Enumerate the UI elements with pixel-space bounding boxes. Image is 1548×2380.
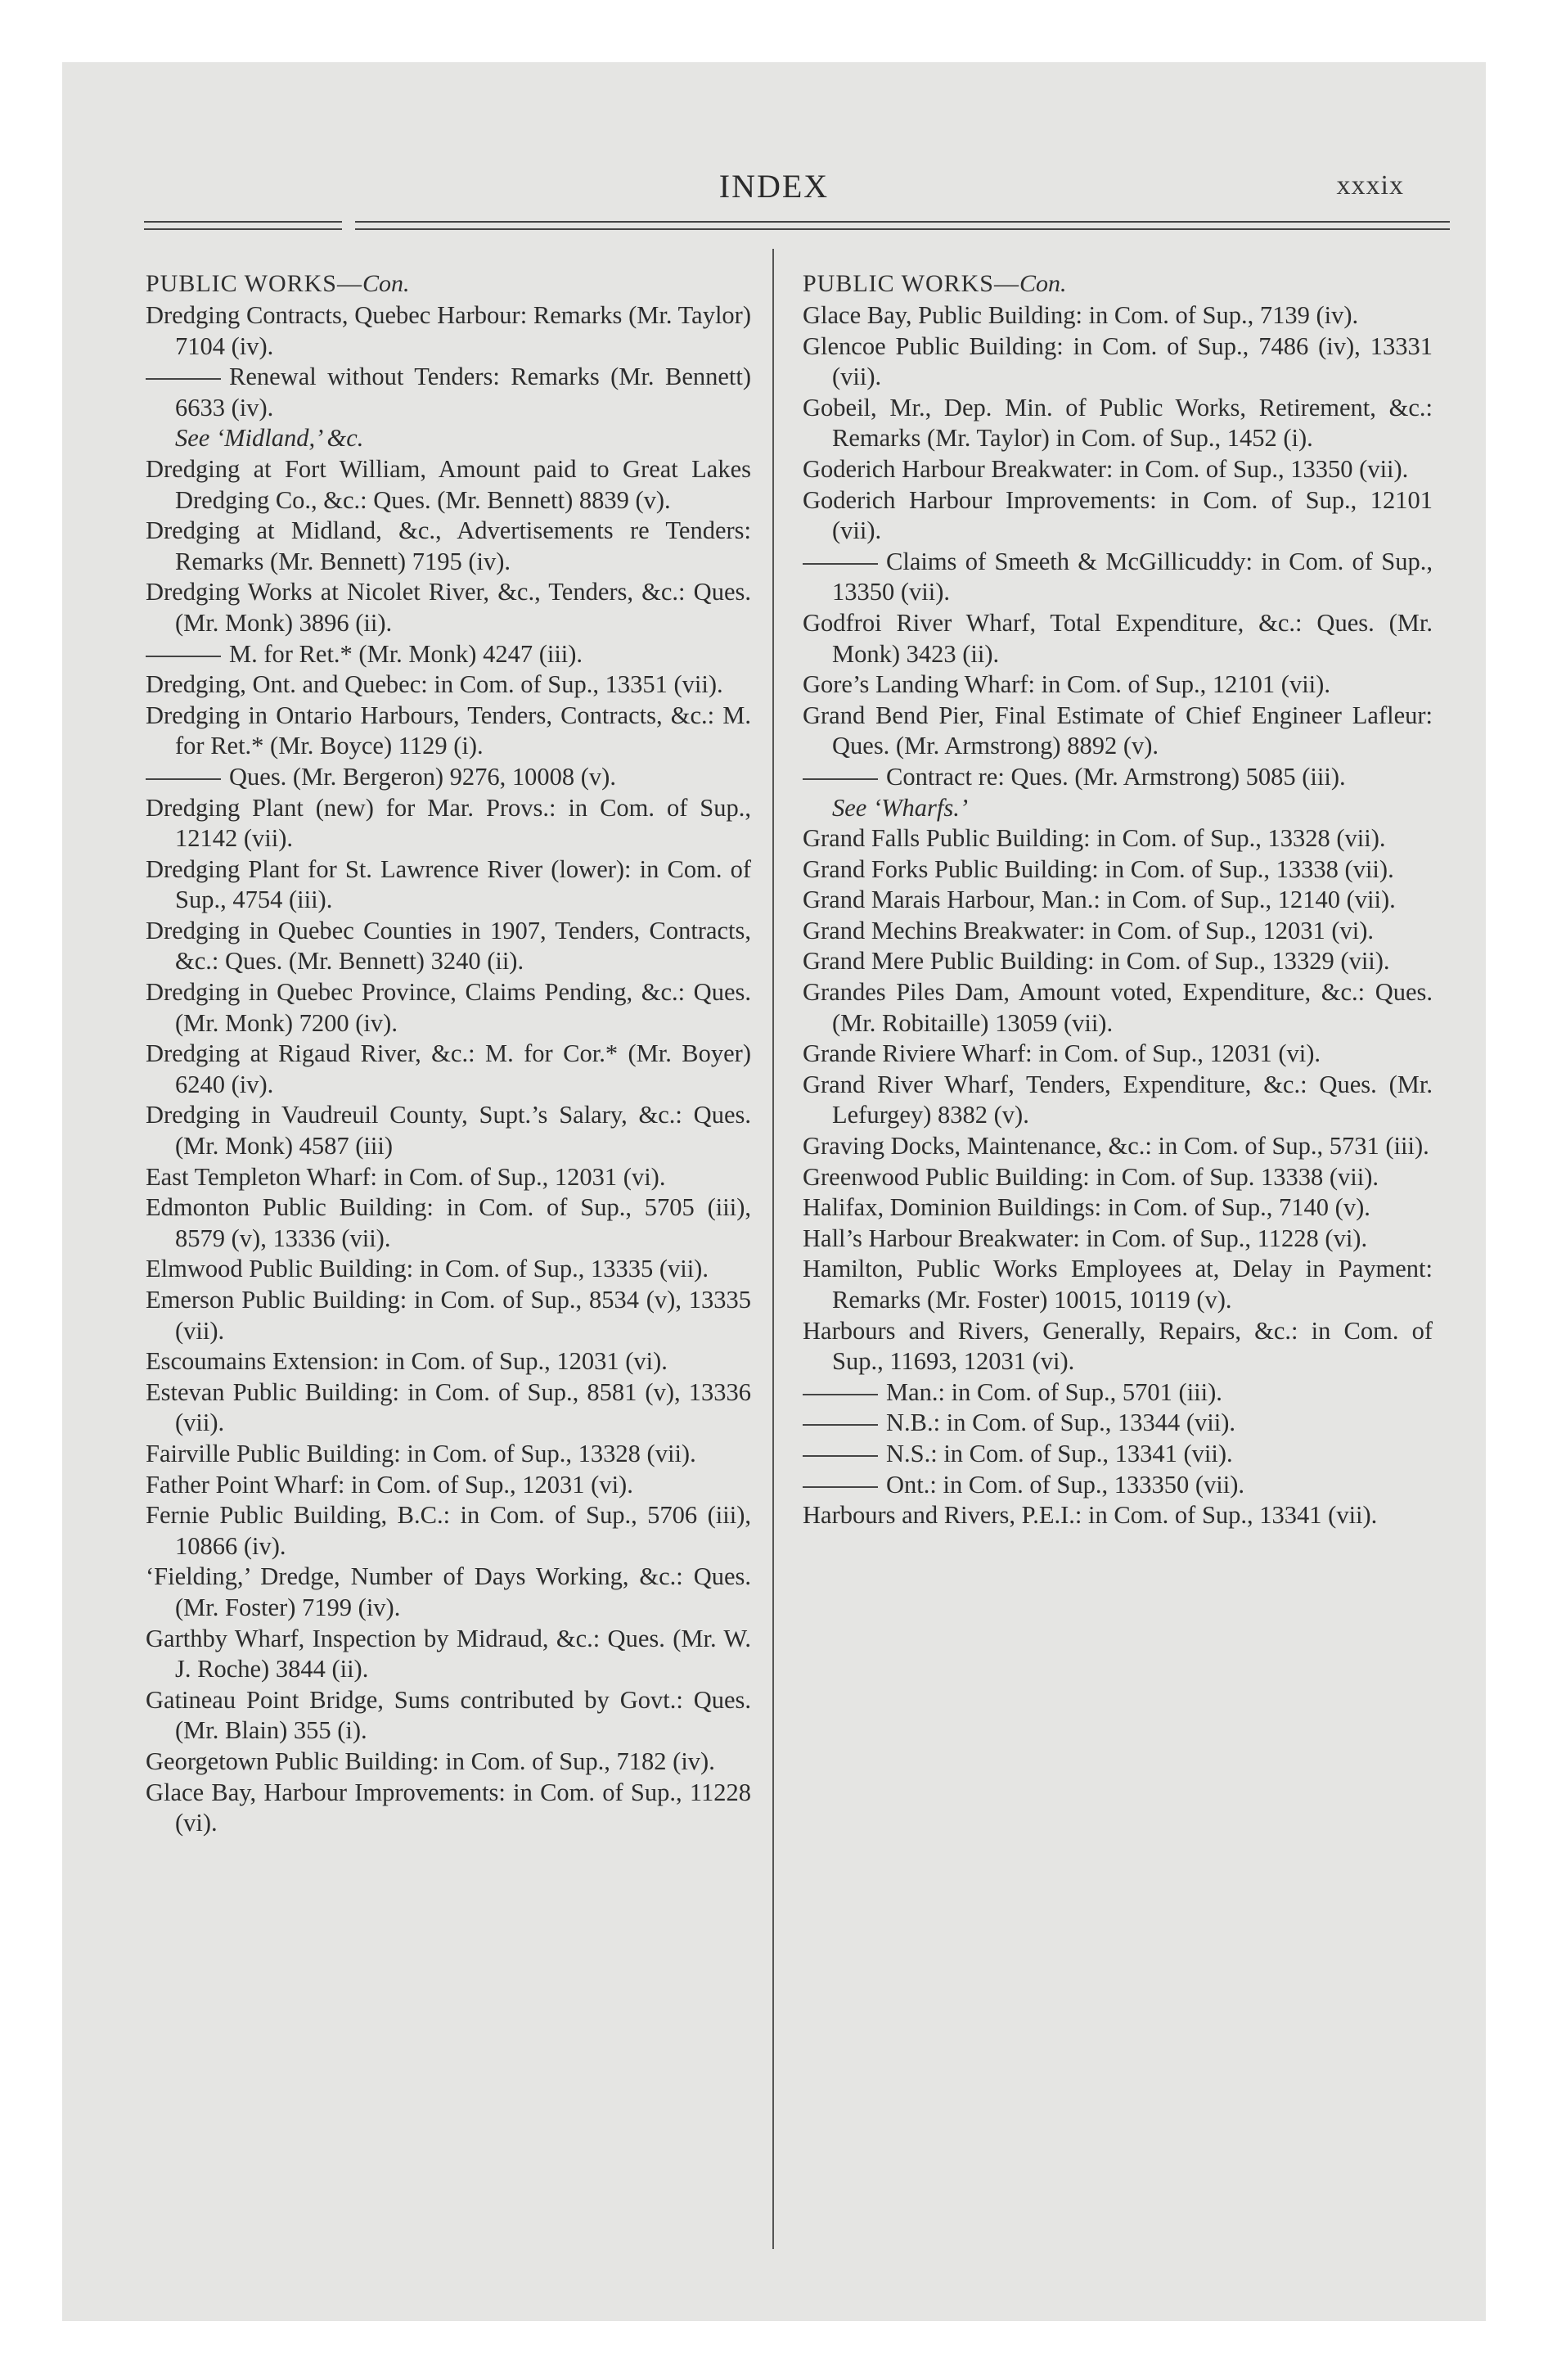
header-rule-long-lower (355, 228, 1450, 230)
index-entry (803, 331, 1433, 393)
index-entry-text: Dredging Contracts, Quebec Harbour: Remarks (Mr. Taylor) 7104 (iv). (146, 301, 751, 360)
index-entry (146, 1039, 751, 1100)
index-entry-text: Garthby Wharf, Inspection by Midraud, &c.: Ques. (Mr. W. J. Roche) 3844 (ii). (146, 1624, 751, 1684)
index-entry-text: Graving Docks, Maintenance, &c.: in Com. of Sup., 5731 (iii). (803, 1132, 1429, 1161)
index-entry-text: Hamilton, Public Works Employees at, Delay in Payment: Remarks (Mr. Foster) 10015, 10119 (v). (803, 1255, 1433, 1314)
index-entry (803, 1254, 1433, 1315)
ditto-dash (803, 1424, 878, 1426)
right-column (803, 268, 1433, 1531)
index-entry (146, 701, 751, 762)
ditto-dash (803, 563, 878, 565)
section-heading (803, 268, 1433, 299)
section-heading-cont: Con. (1019, 270, 1067, 297)
index-entry (803, 1162, 1433, 1193)
index-entry-text: Goderich Harbour Improvements: in Com. of Sup., 12101 (vii). (803, 485, 1433, 545)
index-entry (146, 1285, 751, 1346)
left-column (146, 268, 751, 1839)
index-entry-text: Grand Forks Public Building: in Com. of Sup., 13338 (vii). (803, 854, 1394, 883)
index-entry (146, 1685, 751, 1747)
section-heading (146, 268, 751, 299)
header-rule-short (144, 221, 342, 223)
index-entry-text: M. for Ret.* (Mr. Monk) 4247 (iii). (229, 639, 583, 668)
index-entry (146, 1254, 751, 1285)
index-entry-text: Dredging, Ont. and Quebec: in Com. of Sup., 13351 (vii). (146, 670, 723, 699)
index-entry (146, 1500, 751, 1562)
index-entry-text: Fernie Public Building, B.C.: in Com. of Sup., 5706 (iii), 10866 (iv). (146, 1501, 751, 1560)
index-entry (146, 1346, 751, 1377)
index-entry-text: Gobeil, Mr., Dep. Min. of Public Works, Retirement, &c.: Remarks (Mr. Taylor) in Com. of Sup., 1452 (i). (803, 393, 1433, 453)
index-entry-text: Dredging in Quebec Counties in 1907, Tenders, Contracts, &c.: Ques. (Mr. Bennett) 3240 (ii). (146, 916, 751, 976)
index-entry-text: Grand Marais Harbour, Man.: in Com. of Sup., 12140 (vii). (803, 886, 1396, 914)
index-entry-text: Grand Mechins Breakwater: in Com. of Sup., 12031 (vi). (803, 916, 1374, 944)
index-entry (803, 393, 1433, 454)
index-entry-text: See ‘Midland,’ &c. (175, 424, 364, 453)
index-entry (803, 977, 1433, 1039)
column-divider (772, 249, 774, 2249)
index-entry-text: Grandes Piles Dam, Amount voted, Expenditure, &c.: Ques. (Mr. Robitaille) 13059 (vii). (803, 978, 1433, 1037)
index-entry-text: Georgetown Public Building: in Com. of Sup., 7182 (iv). (146, 1747, 715, 1775)
index-entry (803, 454, 1433, 485)
index-entry-text: Grande Riviere Wharf: in Com. of Sup., 12031 (vi). (803, 1039, 1321, 1068)
index-entry-text: Dredging Works at Nicolet River, &c., Tenders, &c.: Ques. (Mr. Monk) 3896 (ii). (146, 578, 751, 637)
index-entry-text: Grand Mere Public Building: in Com. of Sup., 13329 (vii). (803, 947, 1390, 976)
index-entry (803, 669, 1433, 701)
index-entry (146, 1778, 751, 1839)
header-rule-long (355, 221, 1450, 223)
index-subentry (803, 547, 1433, 608)
index-entry-text: Fairville Public Building: in Com. of Sup., 13328 (vii). (146, 1439, 696, 1467)
index-entry (803, 485, 1433, 547)
index-entry (146, 977, 751, 1039)
index-entry-text: ‘Fielding,’ Dredge, Number of Days Working, &c.: Ques. (Mr. Foster) 7199 (iv). (146, 1562, 751, 1621)
index-entry-text: Harbours and Rivers, Generally, Repairs, &c.: in Com. of Sup., 11693, 12031 (vi). (803, 1316, 1433, 1376)
index-entry-text: See ‘Wharfs.’ (832, 793, 969, 822)
index-entries (146, 300, 751, 1839)
index-entry (146, 1377, 751, 1439)
index-entry (146, 1470, 751, 1501)
index-entry (146, 1192, 751, 1254)
index-entry-text: Glace Bay, Harbour Improvements: in Com. of Sup., 11228 (vi). (146, 1778, 751, 1837)
index-entry-text: Dredging Plant (new) for Mar. Provs.: in Com. of Sup., 12142 (vii). (146, 793, 751, 853)
index-entry (803, 1224, 1433, 1255)
index-subentry (146, 762, 751, 793)
index-entry-text: N.S.: in Com. of Sup., 13341 (vii). (886, 1439, 1233, 1467)
index-subentry (803, 762, 1433, 793)
index-entry-text: Gore’s Landing Wharf: in Com. of Sup., 12101 (vii). (803, 670, 1330, 699)
index-subentry (803, 1439, 1433, 1470)
ditto-dash (146, 778, 221, 780)
index-entry (146, 1439, 751, 1470)
index-entry-text: Dredging at Fort William, Amount paid to Great Lakes Dredging Co., &c.: Ques. (Mr. Bennett) 8839 (v). (146, 454, 751, 514)
section-heading-text: PUBLIC WORKS— (146, 270, 362, 297)
index-entry (803, 823, 1433, 854)
index-entry (146, 577, 751, 638)
ditto-dash (803, 1455, 878, 1457)
index-entry (803, 946, 1433, 977)
index-cross-reference (803, 793, 1433, 824)
index-entry-text: Edmonton Public Building: in Com. of Sup., 5705 (iii), 8579 (v), 13336 (vii). (146, 1193, 751, 1252)
index-entry (803, 916, 1433, 947)
index-page (62, 62, 1486, 2321)
index-entry (146, 454, 751, 516)
ditto-dash (803, 1394, 878, 1395)
index-entry-text: Emerson Public Building: in Com. of Sup., 8534 (v), 13335 (vii). (146, 1286, 751, 1345)
index-entry-text: Ques. (Mr. Bergeron) 9276, 10008 (v). (229, 762, 616, 791)
index-entry (803, 608, 1433, 669)
index-entry (146, 669, 751, 701)
index-entry (803, 854, 1433, 886)
index-entry (803, 1039, 1433, 1070)
index-entry-text: Contract re: Ques. (Mr. Armstrong) 5085 (iii). (886, 762, 1346, 791)
page-number: xxxix (1336, 170, 1404, 201)
index-entry-text: Dredging in Ontario Harbours, Tenders, Contracts, &c.: M. for Ret.* (Mr. Boyce) 1129 (i). (146, 701, 751, 760)
index-entry-text: Man.: in Com. of Sup., 5701 (iii). (886, 1377, 1222, 1406)
index-entry (146, 1624, 751, 1685)
index-entry (146, 854, 751, 916)
index-entry-text: Claims of Smeeth & McGillicuddy: in Com. of Sup., 13350 (vii). (832, 547, 1433, 606)
index-subentry (146, 362, 751, 423)
index-entry (146, 300, 751, 362)
section-heading-text: PUBLIC WORKS— (803, 270, 1019, 297)
index-entry-text: Dredging at Midland, &c., Advertisements re Tenders: Remarks (Mr. Bennett) 7195 (iv). (146, 516, 751, 575)
index-entry-text: Halifax, Dominion Buildings: in Com. of Sup., 7140 (v). (803, 1193, 1370, 1222)
ditto-dash (803, 778, 878, 780)
index-entry (146, 516, 751, 577)
index-entry (146, 1747, 751, 1778)
index-entry-text: Father Point Wharf: in Com. of Sup., 12031 (vi). (146, 1470, 633, 1499)
ditto-dash (803, 1486, 878, 1488)
index-entry-text: Greenwood Public Building: in Com. of Sup. 13338 (vii). (803, 1162, 1379, 1191)
index-entry-text: Dredging at Rigaud River, &c.: M. for Cor.* (Mr. Boyer) 6240 (iv). (146, 1039, 751, 1098)
index-entry-text: Grand Falls Public Building: in Com. of Sup., 13328 (vii). (803, 824, 1386, 853)
index-entry (803, 1316, 1433, 1377)
index-entry-text: Hall’s Harbour Breakwater: in Com. of Sup., 11228 (vi). (803, 1224, 1368, 1252)
index-subentry (803, 1377, 1433, 1409)
index-entry (146, 916, 751, 977)
index-entry-text: Renewal without Tenders: Remarks (Mr. Bennett) 6633 (iv). (175, 363, 751, 421)
index-entry-text: Glencoe Public Building: in Com. of Sup., 7486 (iv), 13331 (vii). (803, 331, 1433, 391)
index-entry-text: Dredging in Quebec Province, Claims Pending, &c.: Ques. (Mr. Monk) 7200 (iv). (146, 978, 751, 1037)
index-entry (803, 1192, 1433, 1224)
header-rule-short-lower (144, 228, 342, 230)
index-entry-text: Gatineau Point Bridge, Sums contributed by Govt.: Ques. (Mr. Blain) 355 (i). (146, 1685, 751, 1745)
index-entry-text: Harbours and Rivers, P.E.I.: in Com. of Sup., 13341 (vii). (803, 1501, 1378, 1530)
index-entry-text: Estevan Public Building: in Com. of Sup., 8581 (v), 13336 (vii). (146, 1377, 751, 1437)
index-entry-text: East Templeton Wharf: in Com. of Sup., 12031 (vi). (146, 1162, 666, 1191)
index-entry (803, 300, 1433, 331)
index-entry-text: Godfroi River Wharf, Total Expenditure, &c.: Ques. (Mr. Monk) 3423 (ii). (803, 608, 1433, 668)
index-entry (803, 1500, 1433, 1531)
section-heading-cont: Con. (362, 270, 410, 297)
ditto-dash (146, 378, 221, 380)
index-cross-reference (146, 423, 751, 454)
index-entry-text: Glace Bay, Public Building: in Com. of Sup., 7139 (iv). (803, 301, 1359, 329)
page-title: INDEX (718, 168, 830, 205)
index-entry-text: Ont.: in Com. of Sup., 133350 (vii). (886, 1470, 1245, 1499)
index-entry (803, 701, 1433, 762)
ditto-dash (146, 656, 221, 657)
index-entry (803, 885, 1433, 916)
index-entry-text: N.B.: in Com. of Sup., 13344 (vii). (886, 1409, 1236, 1437)
index-entries (803, 300, 1433, 1531)
index-entry-text: Dredging in Vaudreuil County, Supt.’s Salary, &c.: Ques. (Mr. Monk) 4587 (iii) (146, 1101, 751, 1161)
index-subentry (803, 1470, 1433, 1501)
index-entry (146, 793, 751, 854)
index-entry-text: Grand Bend Pier, Final Estimate of Chief Engineer Lafleur: Ques. (Mr. Armstrong) 8892 (v). (803, 701, 1433, 760)
index-entry-text: Goderich Harbour Breakwater: in Com. of Sup., 13350 (vii). (803, 454, 1409, 483)
index-subentry (146, 639, 751, 670)
index-entry (146, 1162, 751, 1193)
index-entry (803, 1070, 1433, 1131)
index-entry (146, 1100, 751, 1161)
index-entry-text: Elmwood Public Building: in Com. of Sup., 13335 (vii). (146, 1255, 709, 1283)
index-entry-text: Dredging Plant for St. Lawrence River (lower): in Com. of Sup., 4754 (iii). (146, 854, 751, 914)
index-entry-text: Grand River Wharf, Tenders, Expenditure, &c.: Ques. (Mr. Lefurgey) 8382 (v). (803, 1070, 1433, 1129)
index-entry (803, 1131, 1433, 1162)
index-subentry (803, 1408, 1433, 1439)
index-entry-text: Escoumains Extension: in Com. of Sup., 12031 (vi). (146, 1347, 668, 1376)
index-entry (146, 1562, 751, 1623)
